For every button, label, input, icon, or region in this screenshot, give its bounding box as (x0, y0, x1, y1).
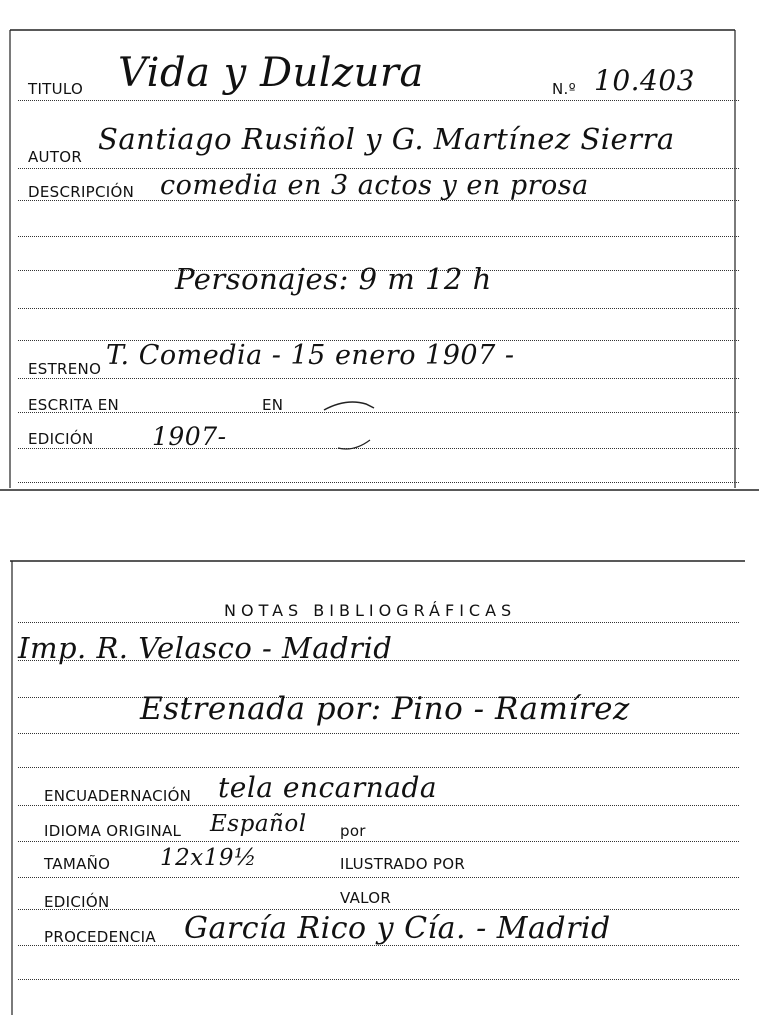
ruled-line (18, 909, 739, 910)
catalog-card-front (0, 0, 759, 500)
edicion-value: 1907- (152, 422, 227, 451)
escrita-en-label: ESCRITA EN (28, 396, 120, 414)
idioma-value: Español (210, 811, 307, 837)
ruled-line (18, 236, 739, 237)
idioma-label: IDIOMA ORIGINAL (44, 822, 182, 840)
encuadernacion-value: tela encarnada (218, 771, 438, 804)
procedencia-value: García Rico y Cía. - Madrid (184, 911, 611, 946)
estreno-value: T. Comedia - 15 enero 1907 - (106, 340, 515, 371)
catalog-card-back (0, 545, 759, 1028)
ruled-line (18, 841, 739, 842)
edicion-label: EDICIÓN (28, 430, 94, 448)
en-label: EN (262, 396, 284, 414)
ruled-line (18, 767, 739, 768)
notas-heading: NOTAS BIBLIOGRÁFICAS (224, 601, 517, 620)
ruled-line (18, 308, 739, 309)
por-label: por (340, 822, 366, 840)
tamano-value: 12x19½ (160, 845, 257, 871)
numero-value: 10.403 (594, 64, 695, 97)
encuadernacion-label: ENCUADERNACIÓN (44, 787, 192, 805)
note-estrenada: Estrenada por: Pino - Ramírez (140, 691, 630, 727)
ink-mark (318, 390, 388, 460)
personajes-value: Personajes: 9 m 12 h (175, 262, 492, 296)
estreno-label: ESTRENO (28, 360, 102, 378)
numero-label: N.º (552, 80, 576, 98)
descripcion-value: comedia en 3 actos y en prosa (160, 170, 589, 201)
edicion-label-back: EDICIÓN (44, 893, 110, 911)
ruled-line (18, 877, 739, 878)
tamano-label: TAMAÑO (44, 855, 111, 873)
ruled-line (18, 100, 739, 101)
titulo-label: TITULO (28, 80, 84, 98)
ruled-line (18, 733, 739, 734)
ruled-line (18, 168, 739, 169)
autor-label: AUTOR (28, 148, 83, 166)
titulo-value: Vida y Dulzura (118, 50, 424, 96)
procedencia-label: PROCEDENCIA (44, 928, 156, 946)
ruled-line (18, 378, 739, 379)
ruled-line (18, 979, 739, 980)
ruled-line (18, 622, 739, 623)
autor-value: Santiago Rusiñol y G. Martínez Sierra (98, 122, 675, 156)
ilustrado-label: ILUSTRADO POR (340, 855, 466, 873)
ruled-line (18, 805, 739, 806)
ruled-line (18, 482, 739, 483)
descripcion-label: DESCRIPCIÓN (28, 183, 135, 201)
valor-label: VALOR (340, 889, 392, 907)
note-imprenta: Imp. R. Velasco - Madrid (18, 631, 393, 665)
